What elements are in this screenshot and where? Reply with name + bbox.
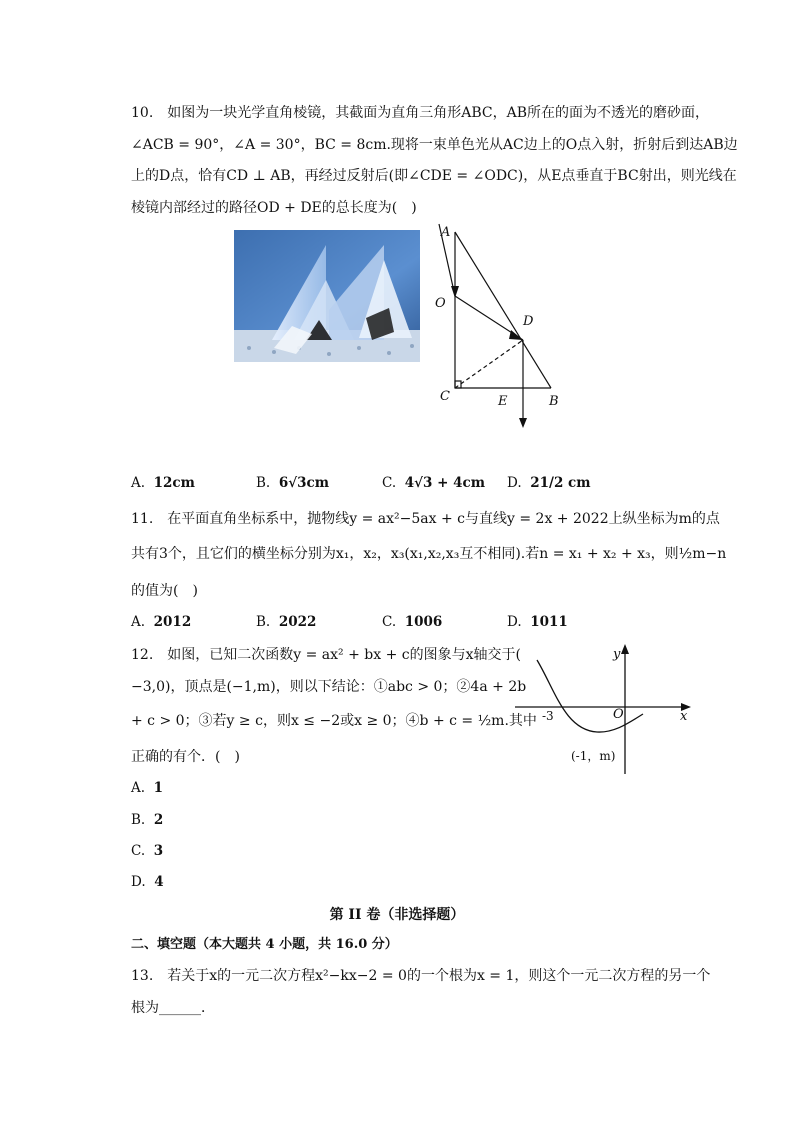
q11-line-2: 共有3个，且它们的横坐标分别为x₁，x₂，x₃(x₁,x₂,x₃互不相同).若n = x₁ + x₂ + x₃，则½m−n: [131, 546, 727, 562]
q12-line-4: 正确的有个．( ): [131, 749, 240, 765]
q13-line-2: 根为______．: [131, 1000, 215, 1016]
label-E: E: [498, 394, 508, 409]
label-D: D: [523, 314, 534, 329]
q12-option-a: A. 1: [131, 780, 164, 796]
vertex-label: (-1，m): [571, 749, 616, 763]
q12-line-3: + c > 0；③若y ≥ c，则x ≤ −2或x ≥ 0；④b + c = ½m.其中: [131, 713, 537, 729]
label-B: B: [549, 394, 559, 409]
q10-line-4: 棱镜内部经过的路径OD + DE的总长度为( ): [131, 200, 417, 216]
origin-label: O: [613, 707, 624, 722]
q12-line-1: 12. 如图，已知二次函数y = ax² + bx + c的图象与x轴交于(: [131, 647, 521, 663]
root-label: -3: [542, 709, 554, 723]
triangle-diagram: [425, 222, 560, 432]
q11-option-b: B. 2022: [256, 614, 317, 630]
q11-option-a: A. 2012: [131, 614, 192, 630]
q12-option-d: D. 4: [131, 874, 164, 890]
axis-x-label: x: [680, 709, 688, 724]
q12-option-c: C. 3: [131, 843, 164, 859]
label-C: C: [440, 389, 450, 404]
q11-line-3: 的值为( ): [131, 583, 198, 599]
section-title: 第 II 卷（非选择题）: [329, 907, 465, 923]
q10-line-2: ∠ACB = 90°，∠A = 30°，BC = 8cm.现将一束单色光从AC边上的O点入射，折射后到达AB边: [131, 137, 738, 153]
q12-line-2: −3,0)，顶点是(−1,m)，则以下结论：①abc > 0；②4a + 2b: [131, 679, 527, 695]
section-heading: 二、填空题（本大题共 4 小题，共 16.0 分）: [131, 937, 398, 952]
q11-option-d: D. 1011: [507, 614, 568, 630]
q10-option-b: B. 6√3cm: [256, 475, 329, 491]
q10-line-3: 上的D点，恰有CD ⊥ AB，再经过反射后(即∠CDE = ∠ODC)，从E点垂直于BC射出，则光线在: [131, 168, 737, 184]
prism-photo: [234, 230, 420, 362]
q13-line-1: 13. 若关于x的一元二次方程x²−kx−2 = 0的一个根为x = 1，则这个一元二次方程的另一个: [131, 968, 711, 984]
q10-option-a: A. 12cm: [131, 475, 195, 491]
q10-option-c: C. 4√3 + 4cm: [382, 475, 486, 491]
label-A: A: [441, 225, 451, 240]
q12-option-b: B. 2: [131, 812, 164, 828]
q11-line-1: 11. 在平面直角坐标系中，抛物线y = ax²−5ax + c与直线y = 2x + 2022上纵坐标为m的点: [131, 511, 720, 527]
q10-line-1: 10. 如图为一块光学直角棱镜，其截面为直角三角形ABC，AB所在的面为不透光的磨砂面，: [131, 105, 710, 121]
label-O: O: [435, 296, 446, 311]
axis-y-label: y: [613, 647, 621, 662]
q10-option-d: D. 21/2 cm: [507, 475, 591, 491]
parabola-graph: [515, 640, 695, 780]
q11-option-c: C. 1006: [382, 614, 443, 630]
